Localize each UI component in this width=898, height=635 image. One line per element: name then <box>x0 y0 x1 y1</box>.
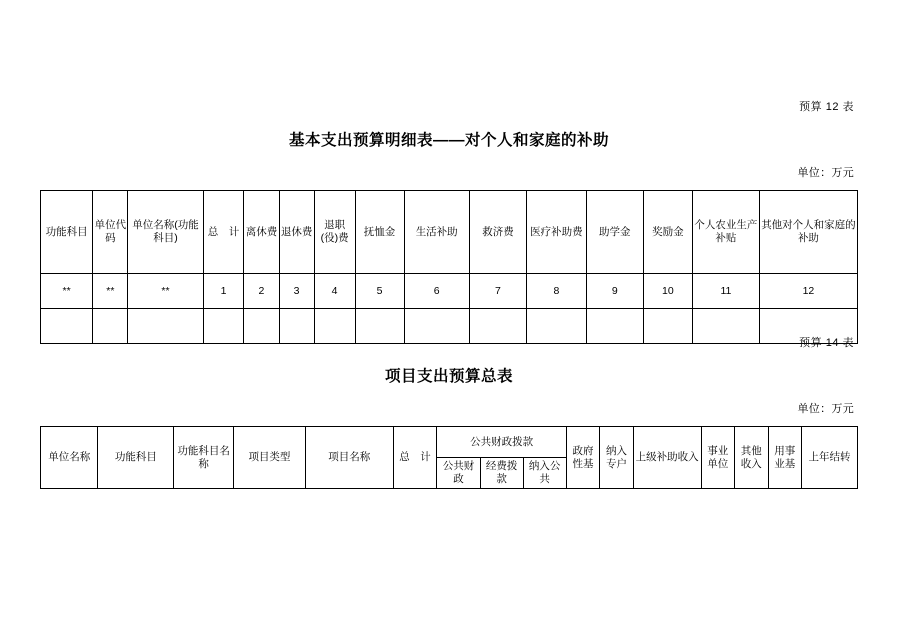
section2-title: 项目支出预算总表 <box>384 368 513 385</box>
col-header-unit-name: 单位名称 <box>41 427 98 489</box>
col-header-total: 总 计 <box>393 427 437 489</box>
cell-pension-fee: 3 <box>279 274 314 309</box>
table-row <box>41 274 858 309</box>
cell-comfort-money: 5 <box>355 274 404 309</box>
project-expenditure-table <box>40 426 858 489</box>
col-header-agriculture-subsidy: 个人农业生产补贴 <box>692 191 759 274</box>
cell-unit-name: ** <box>128 274 203 309</box>
cell-medical-subsidy: 8 <box>527 274 587 309</box>
col-header-unit-name: 单位名称(功能科目) <box>128 191 203 274</box>
cell-retirement-fee: 2 <box>244 274 279 309</box>
section-project-expenditure <box>40 336 858 489</box>
col-header-public-finance-appropriation: 公共财政拨款 <box>437 427 566 458</box>
cell-other-subsidy: 12 <box>759 274 857 309</box>
table-header-row-top <box>41 427 858 458</box>
col-header-total: 总 计 <box>203 191 244 274</box>
cell-severance-fee: 4 <box>314 274 355 309</box>
col-header-medical-subsidy: 医疗补助费 <box>527 191 587 274</box>
cell-agriculture-subsidy: 11 <box>692 274 759 309</box>
col-header-retirement-fee: 离休费 <box>244 191 279 274</box>
section1-form-number: 预算 12 表 <box>799 101 854 113</box>
col-header-severance-fee: 退职(役)费 <box>314 191 355 274</box>
cell-function-subject: ** <box>41 274 93 309</box>
col-header-public-finance: 公共财政 <box>437 458 480 489</box>
col-header-prior-year-carryover: 上年结转 <box>802 427 858 489</box>
col-header-project-type: 项目类型 <box>234 427 306 489</box>
col-header-bonus: 奖励金 <box>643 191 692 274</box>
cell-total: 1 <box>203 274 244 309</box>
col-header-unit-code: 单位代码 <box>93 191 128 274</box>
col-header-operating-appropriation: 经费拨款 <box>480 458 523 489</box>
table-header-row <box>41 191 858 274</box>
col-header-function-subject: 功能科目 <box>98 427 174 489</box>
col-header-institution-unit: 事业单位 <box>701 427 735 489</box>
cell-scholarship: 9 <box>586 274 643 309</box>
basic-expenditure-table <box>40 190 858 344</box>
col-header-superior-subsidy-income: 上级补助收入 <box>633 427 701 489</box>
col-header-pension-fee: 退休费 <box>279 191 314 274</box>
section1-unit-label: 单位：万元 <box>797 167 854 179</box>
cell-unit-code: ** <box>93 274 128 309</box>
col-header-included-public: 纳入公共 <box>523 458 566 489</box>
col-header-relief-fee: 救济费 <box>469 191 526 274</box>
col-header-living-allowance: 生活补助 <box>404 191 469 274</box>
col-header-scholarship: 助学金 <box>586 191 643 274</box>
col-header-function-subject-name: 功能科目名称 <box>174 427 234 489</box>
col-header-comfort-money: 抚恤金 <box>355 191 404 274</box>
section2-unit-label: 单位：万元 <box>797 403 854 415</box>
col-header-other-subsidy: 其他对个人和家庭的补助 <box>759 191 857 274</box>
col-header-use-business-fund: 用事业基 <box>768 427 802 489</box>
col-header-project-name: 项目名称 <box>305 427 393 489</box>
cell-bonus: 10 <box>643 274 692 309</box>
section-basic-expenditure <box>40 100 858 344</box>
cell-relief-fee: 7 <box>469 274 526 309</box>
section1-title: 基本支出预算明细表——对个人和家庭的补助 <box>288 132 609 149</box>
cell-living-allowance: 6 <box>404 274 469 309</box>
col-header-function-subject: 功能科目 <box>41 191 93 274</box>
col-header-government-fund: 政府性基 <box>566 427 600 489</box>
col-header-other-income: 其他收入 <box>735 427 769 489</box>
col-header-special-account: 纳入专户 <box>600 427 634 489</box>
section2-form-number: 预算 14 表 <box>799 337 854 349</box>
